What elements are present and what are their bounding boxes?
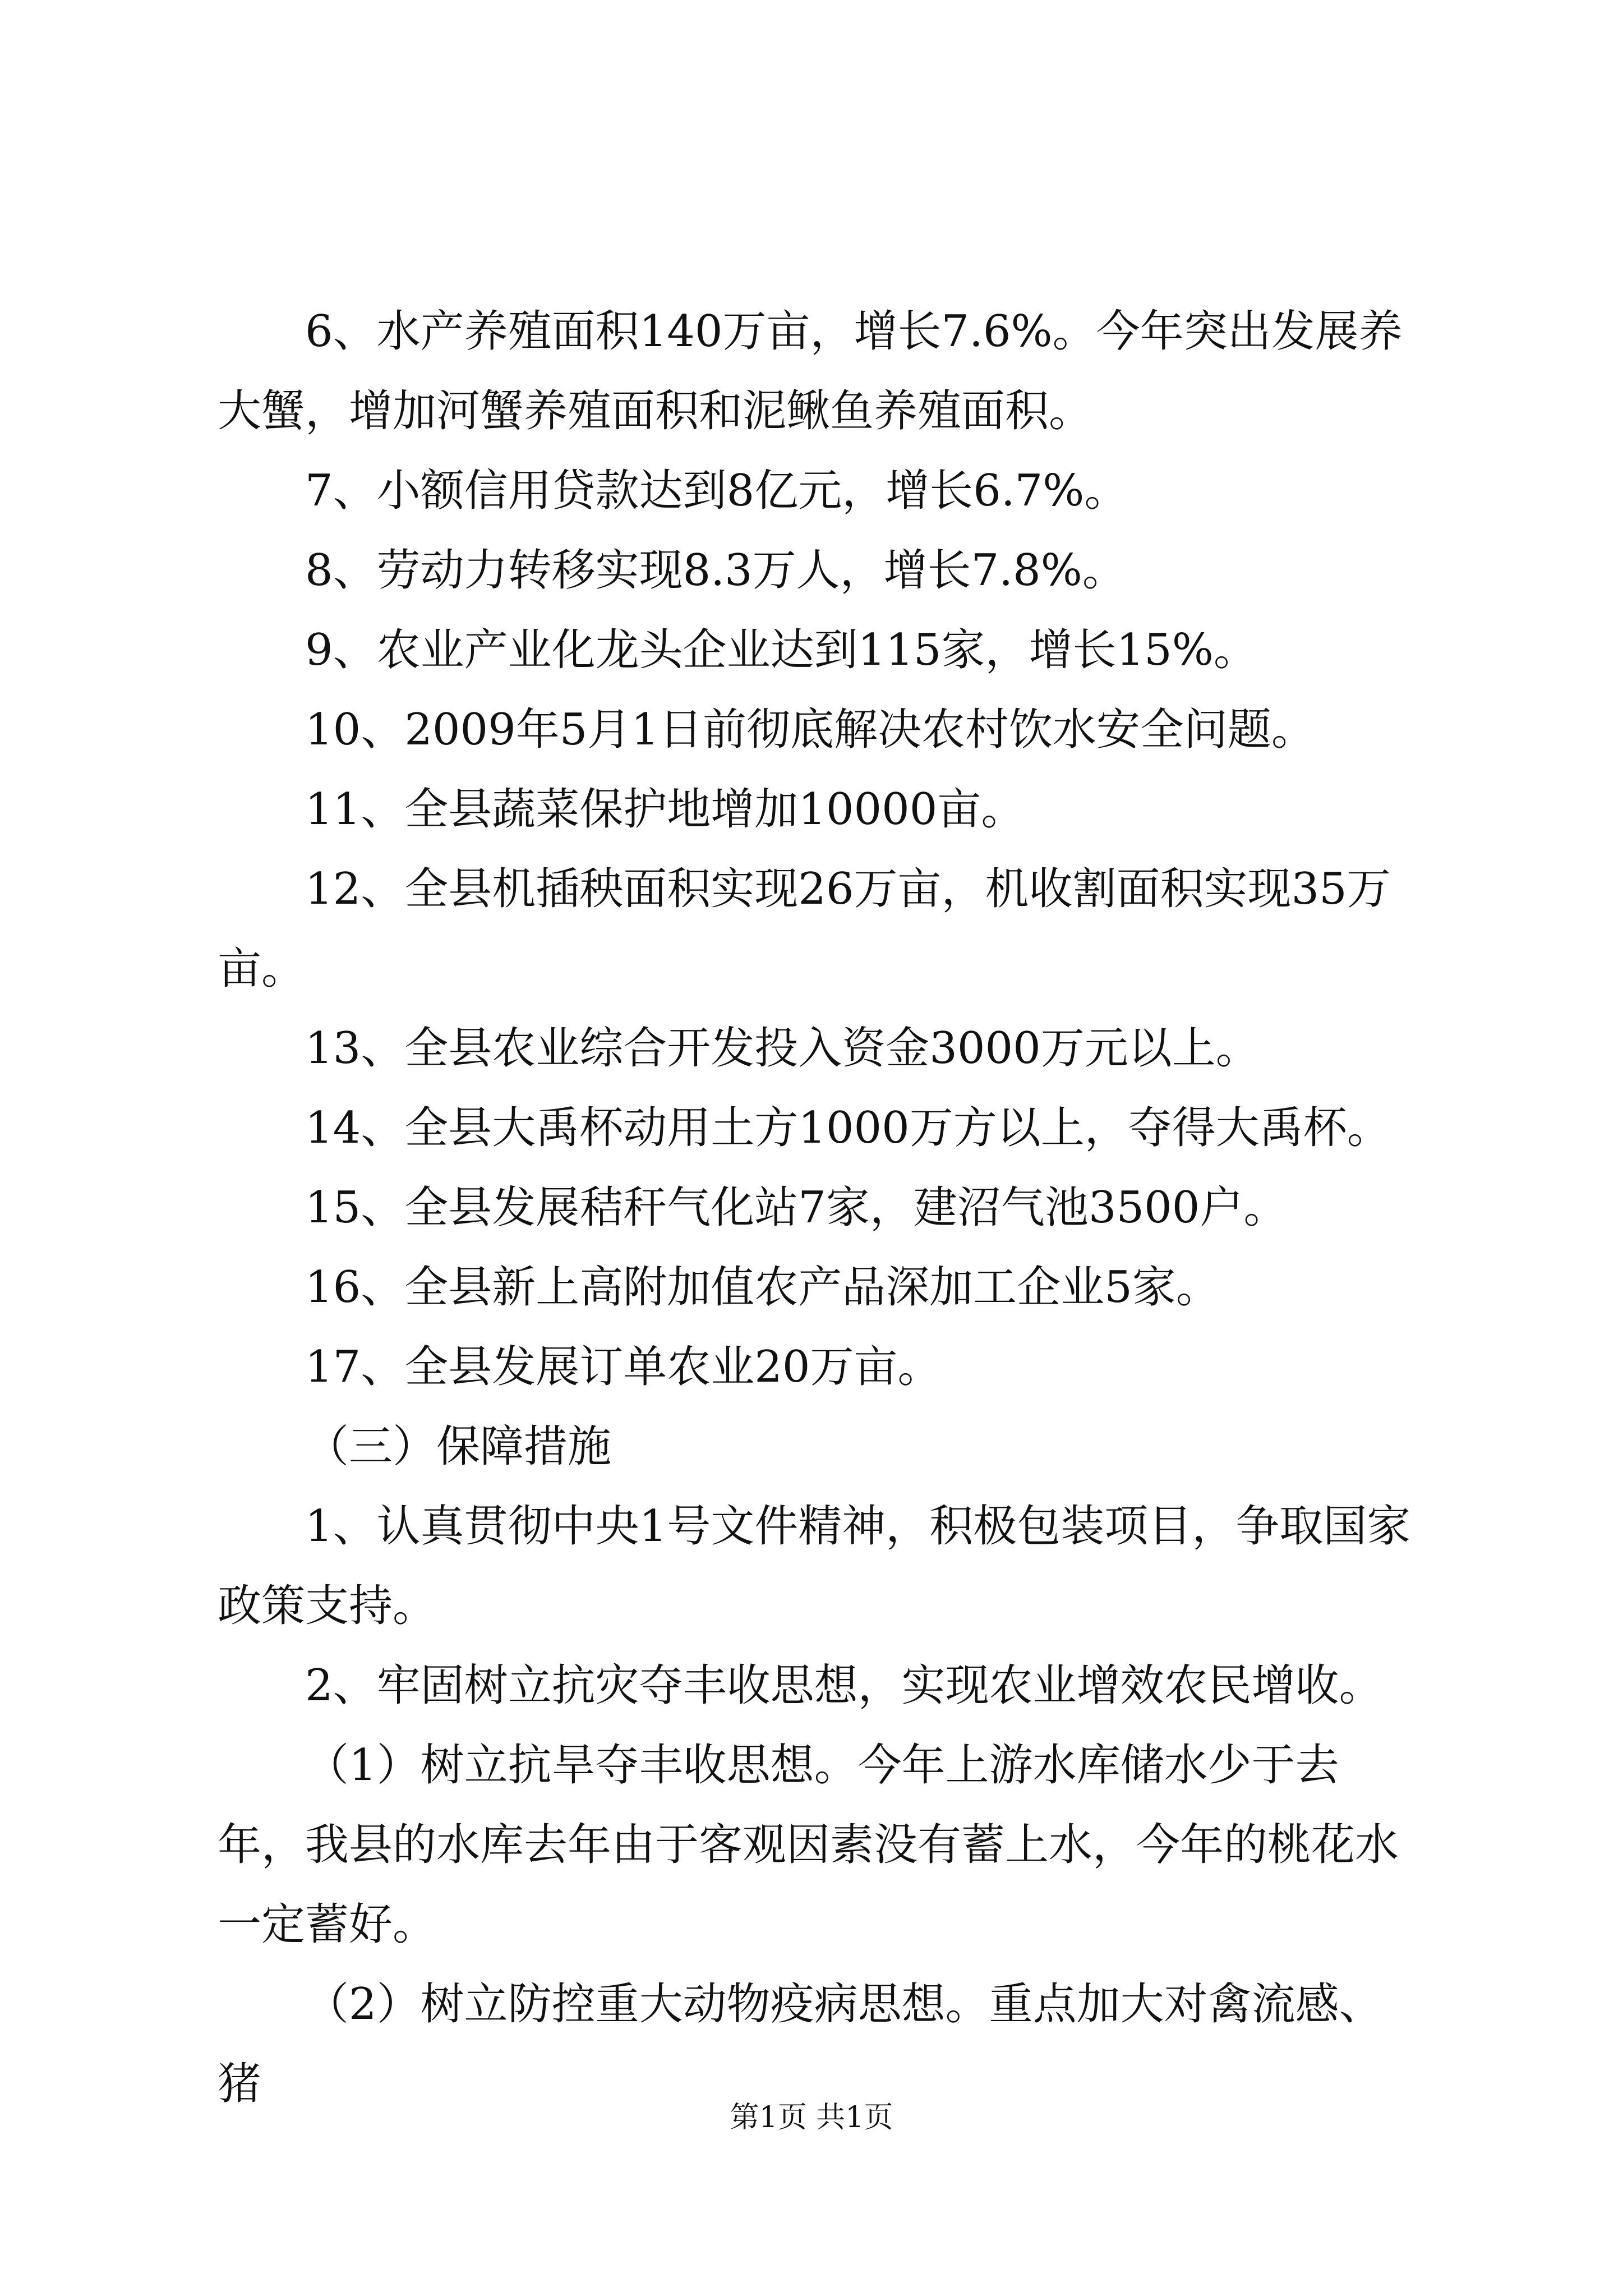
paragraph-item-9: 9、农业产业化龙头企业达到115家，增长15%。 (305, 625, 1257, 675)
paragraph-item-17: 17、全县发展订单农业20万亩。 (305, 1342, 942, 1392)
page-footer: 第1页 共1页 (730, 2101, 893, 2134)
sub-measure-2: （2）树立防控重大动物疫病思想。重点加大对禽流感、猪 (218, 1979, 1383, 2109)
paragraph-item-14: 14、全县大禹杯动用土方1000万方以上，夺得大禹杯。 (305, 1103, 1391, 1153)
paragraph-item-7: 7、小额信用贷款达到8亿元，增长6.7%。 (305, 466, 1128, 516)
paragraph-item-15: 15、全县发展秸秆气化站7家，建沼气池3500户。 (305, 1182, 1288, 1233)
paragraph-item-8: 8、劳动力转移实现8.3万人，增长7.8%。 (305, 545, 1126, 596)
paragraph-item-6: 6、水产养殖面积140万亩，增长7.6%。今年突出发展养大蟹，增加河蟹养殖面积和泥鳅鱼养殖面积。 (218, 306, 1403, 436)
paragraph-item-10: 10、2009年5月1日前彻底解决农村饮水安全问题。 (305, 705, 1316, 755)
paragraph-item-16: 16、全县新上高附加值农产品深加工企业5家。 (305, 1262, 1220, 1313)
section-heading: （三）保障措施 (305, 1421, 612, 1472)
paragraph-item-13: 13、全县农业综合开发投入资金3000万元以上。 (305, 1023, 1260, 1074)
sub-measure-1: （1）树立抗旱夺丰收思想。今年上游水库储水少于去年，我县的水库去年由于客观因素没有蓄上水，今年的桃花水一定蓄好。 (218, 1740, 1399, 1950)
measure-item-2: 2、牢固树立抗灾夺丰收思想，实现农业增效农民增收。 (305, 1660, 1383, 1711)
document-body (218, 292, 1423, 2124)
measure-item-1: 1、认真贯彻中央1号文件精神，积极包装项目，争取国家政策支持。 (218, 1501, 1411, 1631)
paragraph-item-11: 11、全县蔬菜保护地增加10000亩。 (305, 784, 1025, 835)
paragraph-item-12: 12、全县机插秧面积实现26万亩，机收割面积实现35万亩。 (218, 864, 1391, 994)
